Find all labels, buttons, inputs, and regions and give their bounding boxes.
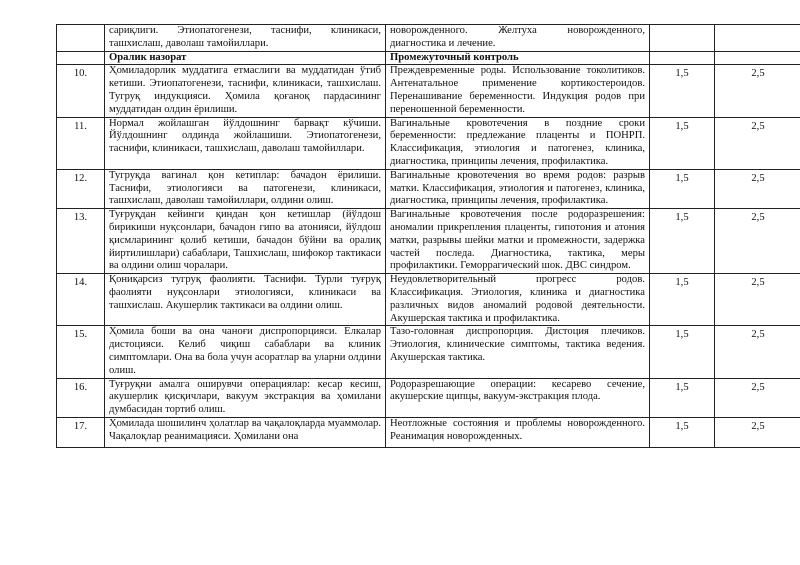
hours-practice: 2,5: [715, 417, 800, 447]
section-title-uz: Оралик назорат: [105, 51, 386, 65]
topic-uz: Ҳомила боши ва она чаноғи диспропорцияси. Елкалар дистоцияси. Келиб чиқиш сабаблари ва клиник симптомлари. Она ва бола учун асоратлар ва уларни олдини олиш.: [105, 326, 386, 378]
hours-cell-2: [715, 25, 800, 52]
hours-practice: 2,5: [715, 117, 800, 169]
hours-lecture: 1,5: [650, 378, 715, 417]
topic-uz: Ҳомилада шошилинч ҳолатлар ва чақалоқларда муаммолар. Чақалоқлар реанимацияси. Ҳомилани она: [105, 417, 386, 447]
hours-lecture: 1,5: [650, 209, 715, 274]
hours-practice: 2,5: [715, 65, 800, 117]
row-number: 10.: [57, 65, 105, 117]
table-row: [57, 378, 800, 417]
hours-lecture: 1,5: [650, 417, 715, 447]
section-header-row: [57, 51, 800, 65]
topic-uz: Қониқарсиз тугруқ фаолияти. Таснифи. Турли туғруқ фаолияти нуқсонлари этиологияси, клиникаси ва ташхислаш. Акушерлик тактикаси ва олдини олиш.: [105, 274, 386, 326]
row-number: 11.: [57, 117, 105, 169]
topic-ru: Родоразрешающие операции: кесарево сечение, акушерские щипцы, вакуум-экстракция плода.: [386, 378, 650, 417]
topic-ru: Тазо-головная диспропорция. Дистоция плечиков. Этиология, клинические симптомы, тактика ведения. Акушерская тактика.: [386, 326, 650, 378]
topic-uz: Ҳомиладорлик муддатига етмаслиги ва муддатидан ўтиб кетиши. Этиопатогенези, таснифи, клиникаси, ташхислаш. Тугруқ индукцияси. Ҳомила қоғаноқ пардасининг муддатидан олдин ёрилиши.: [105, 65, 386, 117]
hours-practice: 2,5: [715, 326, 800, 378]
topic-ru: Неотложные состояния и проблемы новорожденного. Реанимация новорожденных.: [386, 417, 650, 447]
hours-lecture: 1,5: [650, 326, 715, 378]
hours-cell-1: [650, 51, 715, 65]
row-number: 14.: [57, 274, 105, 326]
section-title-ru: Промежуточный контроль: [386, 51, 650, 65]
table-row: [57, 274, 800, 326]
row-number-cell: [57, 25, 105, 52]
row-number-cell: [57, 51, 105, 65]
table-row: [57, 169, 800, 208]
hours-practice: 2,5: [715, 169, 800, 208]
hours-practice: 2,5: [715, 274, 800, 326]
hours-cell-2: [715, 51, 800, 65]
topic-uz: Туғруқни амалга оширувчи операциялар: кесар кесиш, акушерлик қисқичлари, вакуум экстракция ва ҳомилани думбасидан тортиб олиш.: [105, 378, 386, 417]
topic-uz: Нормал жойлашган йўлдошнинг барвақт кўчиши. Йўлдошнинг олдинда жойлашиши. Этиопатогенези, таснифи, клиникаси, ташхислаш, даволаш тамойиллари.: [105, 117, 386, 169]
table-row: [57, 209, 800, 274]
hours-cell-1: [650, 25, 715, 52]
hours-practice: 2,5: [715, 378, 800, 417]
hours-practice: 2,5: [715, 209, 800, 274]
table-row: [57, 326, 800, 378]
topic-uz: Туғруқдан кейинги қиндан қон кетишлар (йўлдош бирикиши нуқсонлари, бачадон гипо ва атонияси, йўлдош қисмларининг қолиб кетиши, бачадон бўйни ва оралиқ йиртилишлари) сабаблари, Ташхислаш, шифокор тактикаси ва олдини олиш чоралари.: [105, 209, 386, 274]
curriculum-table: [56, 24, 800, 448]
topic-uz-cell: сариқлиги. Этиопатогенези, таснифи, клиникаси, ташхислаш, даволаш тамойиллари.: [105, 25, 386, 52]
hours-lecture: 1,5: [650, 169, 715, 208]
table-row: [57, 65, 800, 117]
table-row: [57, 25, 800, 52]
topic-ru-cell: новорожденного. Желтуха новорожденного, диагностика и лечение.: [386, 25, 650, 52]
row-number: 16.: [57, 378, 105, 417]
topic-ru: Вагинальные кровотечения после родоразрешения: аномалии прикрепления плаценты, гипотония и атония матки, разрывы шейки матки и промежности, задержка частей последа. Диагностика, тактика, меры профилактики. Геморрагический шок. ДВС синдром.: [386, 209, 650, 274]
topic-ru: Вагинальные кровотечения во время родов: разрыв матки. Классификация, этиология и патогенез, клиника, диагностика, принципы лечения, профилактика.: [386, 169, 650, 208]
table-row: [57, 417, 800, 447]
row-number: 15.: [57, 326, 105, 378]
row-number: 17.: [57, 417, 105, 447]
topic-uz: Тугруқда вагинал қон кетиплар: бачадон ёрилиши. Таснифи, этиологияси ва патогенези, клиникаси, ташхислаш, даволаш тамойиллари, олдини олиш.: [105, 169, 386, 208]
topic-ru: Неудовлетворительный прогресс родов. Классификация. Этиология, клиника и диагностика различных видов аномалий родовой деятельности. Акушерская тактика и профилактика.: [386, 274, 650, 326]
hours-lecture: 1,5: [650, 117, 715, 169]
topic-ru: Вагинальные кровотечения в поздние сроки беременности: предлежание плаценты и ПОНРП. Классификация, этиология и патогенез, клиника, диагностика, принципы лечения, профилактика.: [386, 117, 650, 169]
hours-lecture: 1,5: [650, 65, 715, 117]
row-number: 13.: [57, 209, 105, 274]
topic-ru: Преждевременные роды. Использование токолитиков. Антенатальное применение кортикостероидов. Перенашивание беременности. Индукция родов при переношенной беременности.: [386, 65, 650, 117]
row-number: 12.: [57, 169, 105, 208]
table-row: [57, 117, 800, 169]
hours-lecture: 1,5: [650, 274, 715, 326]
